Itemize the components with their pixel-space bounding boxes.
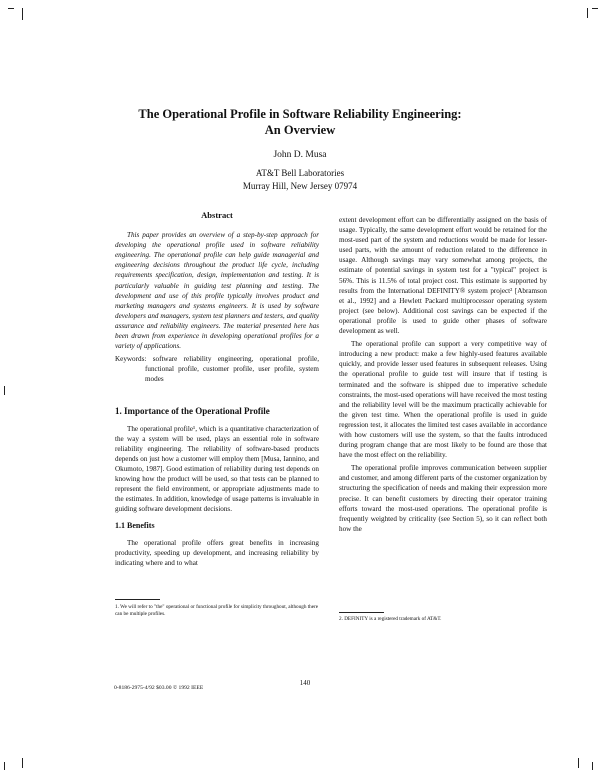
affiliation-line-1: AT&T Bell Laboratories — [255, 168, 345, 178]
registration-mark-top-left — [22, 8, 23, 20]
copyright-line: 0-8186-2975-4/92 $03.00 © 1992 IEEE — [114, 685, 204, 691]
author-name: John D. Musa — [273, 150, 327, 160]
registration-mark-top-right — [587, 8, 588, 18]
keywords — [115, 354, 319, 384]
registration-mark-left-middle — [4, 386, 5, 395]
affiliation — [60, 167, 540, 193]
title-line-1: The Operational Profile in Software Reliability Engineering: — [138, 107, 462, 121]
footnote-1: 1. We will refer to "the" operational or functional profile for simplicity throughout, although there can be multiple profiles. — [115, 604, 319, 617]
footnote-2: 2. DEFINITY is a registered trademark of AT&T. — [339, 616, 442, 622]
affiliation-line-2: Murray Hill, New Jersey 07974 — [242, 181, 358, 191]
subsection-1-1-paragraph: The operational profile offers great benefits in increasing productivity, speeding up development, and increasing reliability by indicating where and to what — [115, 538, 319, 567]
abstract-text: This paper provides an overview of a step-by-step approach for developing the operational profile used in software reliability engineering. The operational profile can help guide managerial and engineering decisions throughout the product life cycle, including requirements specification, design, implementation and testing. It is particularly valuable in guiding test planning and testing. The development and use of this profile typically involves product and marketing managers and systems engineers. It is used by software developers and managers, system test planners and testers, and quality assurance and reliability engineers. The material presented here has been drawn from experience in developing operational profiles for a variety of applications. — [115, 231, 319, 351]
right-paragraph-2: The operational profile can support a very competitive way of introducing a new product: make a few highly-used features available quickly, and provide lesser used features in subsequent releases. Using the operational profile to guide test will insure that if testing is terminated and the software is shipped due to imperative schedule constraints, the most-used operations will have received the most testing and the reliability level will be the maximum practically achievable for the given test time. When the operational profile is used in guide regression test, it allocates the limited test cases available in accordance with how customers will use the system, so that the faults introduced during program change that are most likely to be found are those that have the most effect on the reliability. — [339, 340, 547, 460]
registration-mark-top-right-horizontal — [592, 8, 598, 9]
registration-mark-bottom-left — [4, 762, 5, 770]
registration-mark-bottom-left-inner — [22, 758, 23, 768]
right-column — [339, 215, 547, 534]
page-number: 140 — [299, 679, 311, 687]
footnote-rule-left — [115, 599, 160, 600]
left-column — [115, 210, 319, 568]
right-paragraph-1: extent development effort can be differentially assigned on the basis of usage. Typically, the same development effort would be retained for the most-used part of the system and reductions would be made for lesser-used parts, with the amount of reduction related to the difference in usage. Although savings may vary somewhat among projects, the estimate of potential savings in system test for a "typical" project is 56%. This is 11.5% of total project cost. This estimate is supported by results from the International DEFINITY® system project² [Abramson et al., 1992] and a Hewlett Packard multiprocessor operating system project (see below). Additional cost savings can be expected if the operational profile is used to guide other phases of software development as well. — [339, 216, 547, 336]
registration-mark-bottom-right — [592, 762, 593, 770]
section-1-paragraph: The operational profile¹, which is a quantitative characterization of the way a system will be used, plays an essential role in software reliability engineering. The reliability of software-based products depends on just how a customer will employ them [Musa, Iannino, and Okumoto, 1987]. Good estimation of reliability during test depends on knowing how the product will be used, so that tests can be planned to represent the field environment, or appropriate adjustments made to the estimates. In addition, knowledge of usage patterns is invaluable in guiding software development decisions. — [115, 424, 319, 514]
title-line-2: An Overview — [264, 123, 336, 137]
keywords-label: Keywords: — [115, 355, 147, 364]
footnote-rule-right — [339, 612, 384, 613]
keywords-text: software reliability engineering, operational profile, functional profile, customer profile, user profile, system modes — [145, 355, 319, 384]
right-paragraph-3: The operational profile improves communication between supplier and customer, and among different parts of the customer organization by structuring the specification of needs and making their expression more precise. It can benefit customers by directing their operator training efforts toward the most-used operations. The operational profile is frequently weighted by criticality (see Section 5), so it can reflect both how the — [339, 464, 547, 533]
registration-mark-bottom-right-inner — [578, 758, 579, 768]
abstract-heading: Abstract — [201, 210, 233, 220]
registration-mark-top-left-horizontal — [8, 8, 14, 9]
section-1-heading: 1. Importance of the Operational Profile — [115, 405, 270, 416]
subsection-1-1-heading: 1.1 Benefits — [115, 521, 155, 531]
paper-title — [60, 106, 540, 138]
